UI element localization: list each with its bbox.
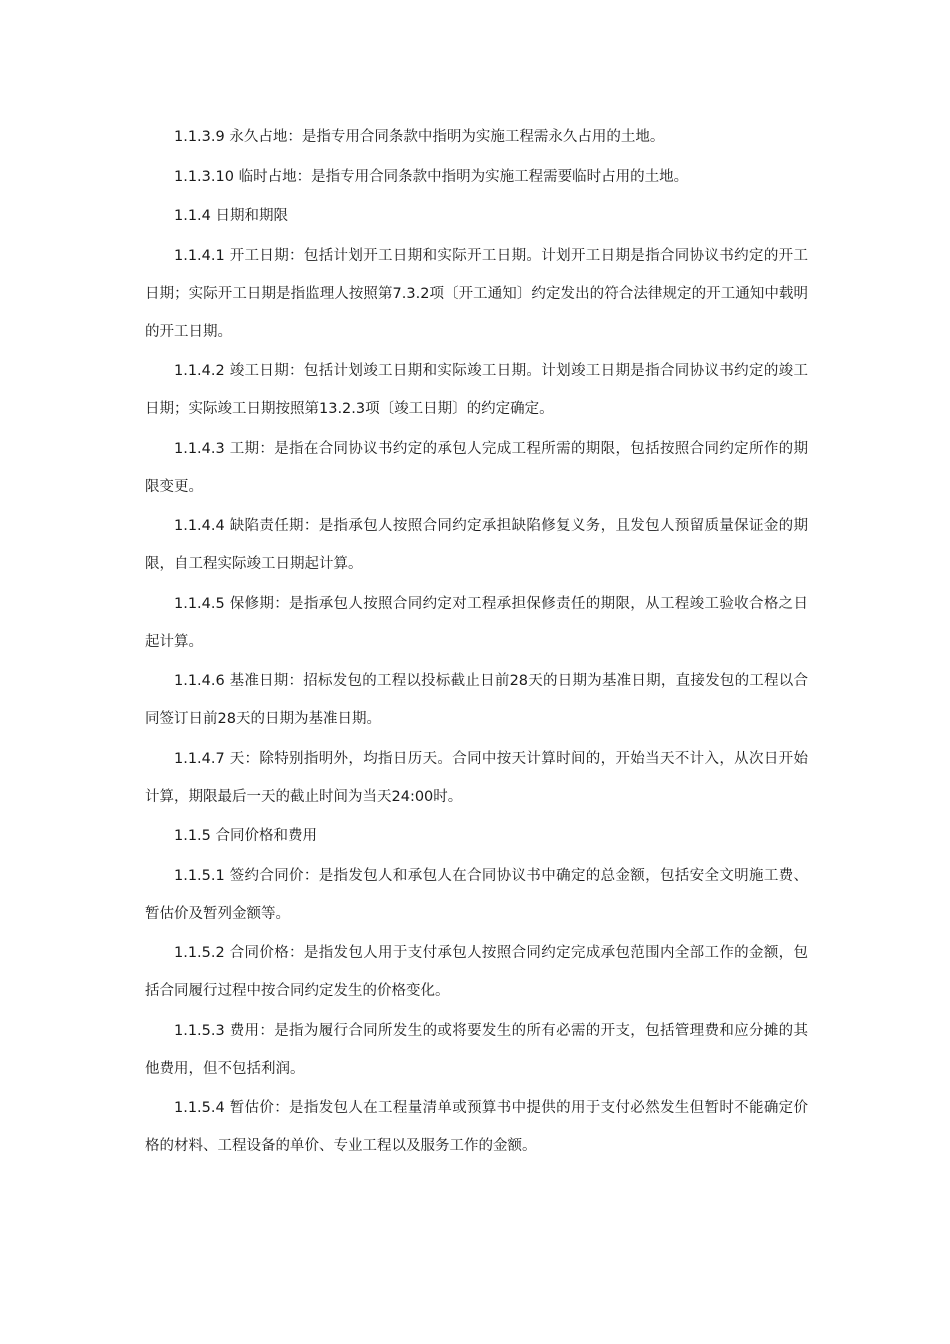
section-number: 1.1.5: [174, 828, 211, 844]
clause-number: 1.1.5.4: [174, 1100, 225, 1116]
clause-number: 1.1.4.1: [174, 247, 225, 264]
clause-number: 1.1.3.9: [174, 129, 225, 145]
clause-text: 基准日期：招标发包的工程以投标截止日前28天的日期为基准日期，直接发包的工程以合同签订日前28天的日期为基准日期。: [145, 673, 809, 727]
clause-1-1-5-2: [145, 934, 808, 1010]
clause-1-1-4-6: [145, 662, 808, 738]
clause-number: 1.1.4.5: [174, 595, 225, 612]
clause-text: 竣工日期：包括计划竣工日期和实际竣工日期。计划竣工日期是指合同协议书约定的竣工日期；实际竣工日期按照第13.2.3项〔竣工日期〕的约定确定。: [145, 363, 809, 417]
clause-text: 工期：是指在合同协议书约定的承包人完成工程所需的期限，包括按照合同约定所作的期限变更。: [145, 440, 809, 495]
clause-number: 1.1.5.3: [174, 1022, 225, 1039]
clause-number: 1.1.3.10: [174, 168, 234, 185]
clause-text: 临时占地：是指专用合同条款中指明为实施工程需要临时占用的土地。: [238, 168, 689, 185]
clause-number: 1.1.4.2: [174, 363, 225, 379]
clause-1-1-4-5: [145, 585, 808, 661]
clause-1-1-4-4: [145, 507, 808, 583]
clause-text: 缺陷责任期：是指承包人按照合同约定承担缺陷修复义务，且发包人预留质量保证金的期限，自工程实际竣工日期起计算。: [145, 518, 809, 572]
clause-number: 1.1.4.6: [174, 673, 225, 689]
clause-number: 1.1.5.1: [174, 867, 225, 884]
clause-text: 合同价格：是指发包人用于支付承包人按照合同约定完成承包范围内全部工作的金额，包括合同履行过程中按合同约定发生的价格变化。: [145, 945, 809, 999]
section-number: 1.1.4: [174, 208, 211, 224]
clause-text: 费用：是指为履行合同所发生的或将要发生的所有必需的开支，包括管理费和应分摊的其他费用，但不包括利润。: [145, 1022, 809, 1077]
clause-1-1-4-7: [145, 740, 808, 816]
section-title: 日期和期限: [215, 208, 289, 224]
clause-1-1-3-9: [145, 118, 808, 156]
clause-text: 暂估价：是指发包人在工程量清单或预算书中提供的用于支付必然发生但暂时不能确定价格的材料、工程设备的单价、专业工程以及服务工作的金额。: [145, 1100, 809, 1154]
section-heading-1-1-4: [145, 197, 808, 235]
clause-text: 签约合同价：是指发包人和承包人在合同协议书中确定的总金额，包括安全文明施工费、暂估价及暂列金额等。: [145, 867, 809, 922]
clause-1-1-3-10: [145, 158, 808, 196]
clause-text: 天：除特别指明外，均指日历天。合同中按天计算时间的，开始当天不计入，从次日开始计算，期限最后一天的截止时间为当天24:00时。: [145, 750, 809, 805]
clause-1-1-5-1: [145, 857, 808, 933]
section-heading-1-1-5: [145, 817, 808, 855]
clause-number: 1.1.5.2: [174, 945, 225, 961]
clause-1-1-4-1: [145, 237, 808, 351]
clause-text: 开工日期：包括计划开工日期和实际开工日期。计划开工日期是指合同协议书约定的开工日期；实际开工日期是指监理人按照第7.3.2项〔开工通知〕约定发出的符合法律规定的开工通知中载明的开工日期。: [145, 247, 809, 340]
clause-1-1-4-2: [145, 352, 808, 428]
clause-number: 1.1.4.3: [174, 440, 225, 457]
clause-1-1-5-4: [145, 1089, 808, 1165]
clause-text: 永久占地：是指专用合同条款中指明为实施工程需永久占用的土地。: [229, 129, 665, 145]
clause-text: 保修期：是指承包人按照合同约定对工程承担保修责任的期限，从工程竣工验收合格之日起计算。: [145, 595, 809, 650]
clause-1-1-4-3: [145, 430, 808, 506]
clause-number: 1.1.4.4: [174, 518, 225, 534]
clause-number: 1.1.4.7: [174, 750, 225, 767]
section-title: 合同价格和费用: [215, 828, 318, 844]
clause-1-1-5-3: [145, 1012, 808, 1088]
document-page: [145, 118, 808, 1167]
